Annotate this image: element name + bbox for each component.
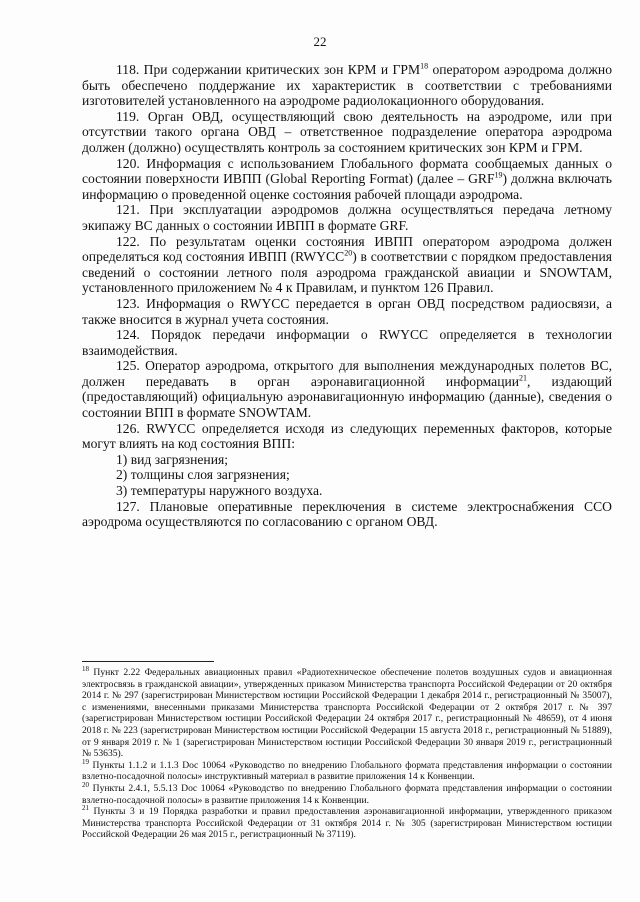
footnote-text: Пункт 2.22 Федеральных авиационных правил «Радиотехническое обеспечение полетов воздушных судов и авиационная электросвязь в гражданской авиации», утвержденных приказом Министерства транспорта Российской Федерации от 20 октября 2014 г. № 297 (зарегистрирован Министерством юстиции Российской Федерации 1 декабря 2014 г., регистрационный № 35007), с изменениями, внесенными приказами Министерства транспорта Российской Федерации от 2 октября 2017 г. № 397 (зарегистрирован Министерством юстиции Российской Федерации 24 октября 2017 г., регистрационный № 48659), от 4 июня 2018 г. № 223 (зарегистрирован Министерством юстиции Российской Федерации 15 августа 2018 г., регистрационный № 51889), от 9 января 2019 г. № 1 (зарегистрирован Министерством юстиции Российской Федерации 30 января 2019 г., регистрационный № 53635). (82, 667, 612, 760)
paragraph-text: 124. Порядок передачи информации о RWYCC определяется в технологии взаимодействия. (82, 327, 612, 358)
footnote-19 (82, 757, 612, 783)
paragraph-122 (82, 234, 612, 296)
footnote-mark: 20 (82, 780, 89, 789)
paragraph-119 (82, 109, 612, 156)
paragraph-123 (82, 296, 612, 327)
paragraph-text: 121. При эксплуатации аэродромов должна осуществляться передача летному экипажу ВС данных о состоянии ИВПП в формате GRF. (82, 202, 612, 233)
footnote-18 (82, 664, 612, 760)
footnote-text: Пункты 3 и 19 Порядка разработки и правил предоставления аэронавигационной информации, утвержденного приказом Министерства транспорта Российской Федерации от 31 октября 2014 г. № 305 (зарегистрирован Министерством юстиции Российской Федерации 26 мая 2015 г., регистрационный № 37119). (82, 806, 612, 841)
paragraph-126 (82, 421, 612, 452)
paragraph-text: оператором аэродрома должно быть обеспечено поддержание их характеристик в соответствии с требованиями изготовителей установленного на аэродроме радиолокационного оборудования. (82, 62, 612, 109)
footnote-ref: 20 (344, 248, 353, 258)
list-item: 2) толщины слоя загрязнения; (116, 467, 290, 483)
paragraph-121 (82, 202, 612, 233)
paragraph-text: ) в соответствии с порядком предоставления сведений о состоянии летного поля аэродрома гражданской авиации и SNOWTAM, установленного приложением № 4 к Правилам, и пунктом 126 Правил. (82, 249, 612, 296)
footnote-21 (82, 803, 612, 841)
footnote-20 (82, 780, 612, 806)
footnote-ref: 19 (494, 170, 503, 180)
paragraph-text: ) должна включать информацию о проведенной оценке состояния рабочей площади аэродрома. (82, 171, 612, 202)
paragraph-text: 125. Оператор аэродрома, открытого для выполнения международных полетов ВС, должен передавать в орган аэронавигационной информации (82, 358, 612, 389)
paragraph-text: 118. При содержании критических зон КРМ и ГРМ (116, 62, 421, 77)
footnote-mark: 18 (82, 664, 89, 673)
footnotes-section (82, 664, 612, 841)
paragraph-text: 120. Информация с использованием Глобального формата сообщаемых данных о состоянии поверхности ИВПП (Global Reporting Format) (далее – GRF (82, 155, 612, 187)
paragraph-120 (82, 156, 612, 203)
footnote-divider (82, 661, 214, 662)
list-item: 1) вид загрязнения; (116, 451, 229, 467)
footnote-ref: 18 (420, 61, 429, 71)
footnote-text: Пункты 2.4.1, 5.5.13 Doc 10064 «Руководство по внедрению Глобального формата представления информации о состоянии взлетно-посадочной полосы» в развитие приложения 14 к Конвенции. (82, 782, 612, 806)
paragraph-127: 127. Плановые оперативные переключения в системе электроснабжения ССО аэродрома осуществляются по согласованию с органом ОВД. (82, 498, 612, 530)
paragraph-text: , издающий (предоставляющий) официальную аэронавигационную информацию (данные), сведения о состоянии ВПП в формате SNOWTAM. (82, 373, 612, 421)
paragraph-118 (82, 62, 612, 109)
paragraph-125 (82, 358, 612, 420)
page-number: 22 (313, 34, 327, 49)
paragraph-text: 126. RWYCC определяется исходя из следующих переменных факторов, которые могут влиять на код состояния ВПП: (82, 420, 612, 452)
paragraph-text: 123. Информация о RWYCC передается в орган ОВД посредством радиосвязи, а также вносится в журнал учета состояния. (82, 295, 612, 327)
paragraph-text: 119. Орган ОВД, осуществляющий свою деятельность на аэродроме, или при отсутствии такого органа ОВД – ответственное подразделение оператора аэродрома должен (должно) осуществлять контроль за состоянием критических зон КРМ и ГРМ. (82, 108, 612, 155)
list-item: 3) температуры наружного воздуха. (116, 483, 323, 499)
footnote-ref: 21 (519, 373, 528, 383)
footnote-mark: 21 (82, 803, 89, 812)
document-body (82, 62, 612, 530)
footnote-mark: 19 (82, 757, 89, 766)
paragraph-124 (82, 327, 612, 358)
footnote-text: Пункты 1.1.2 и 1.1.3 Doc 10064 «Руководство по внедрению Глобального формата представления информации о состоянии взлетно-посадочной полосы» инструктивный материал в развитие приложения 14 к Конвенции. (82, 759, 612, 783)
paragraph-text: 122. По результатам оценки состояния ИВПП оператором аэродрома должен определяться код состояния ИВПП (RWYCC (82, 233, 612, 265)
